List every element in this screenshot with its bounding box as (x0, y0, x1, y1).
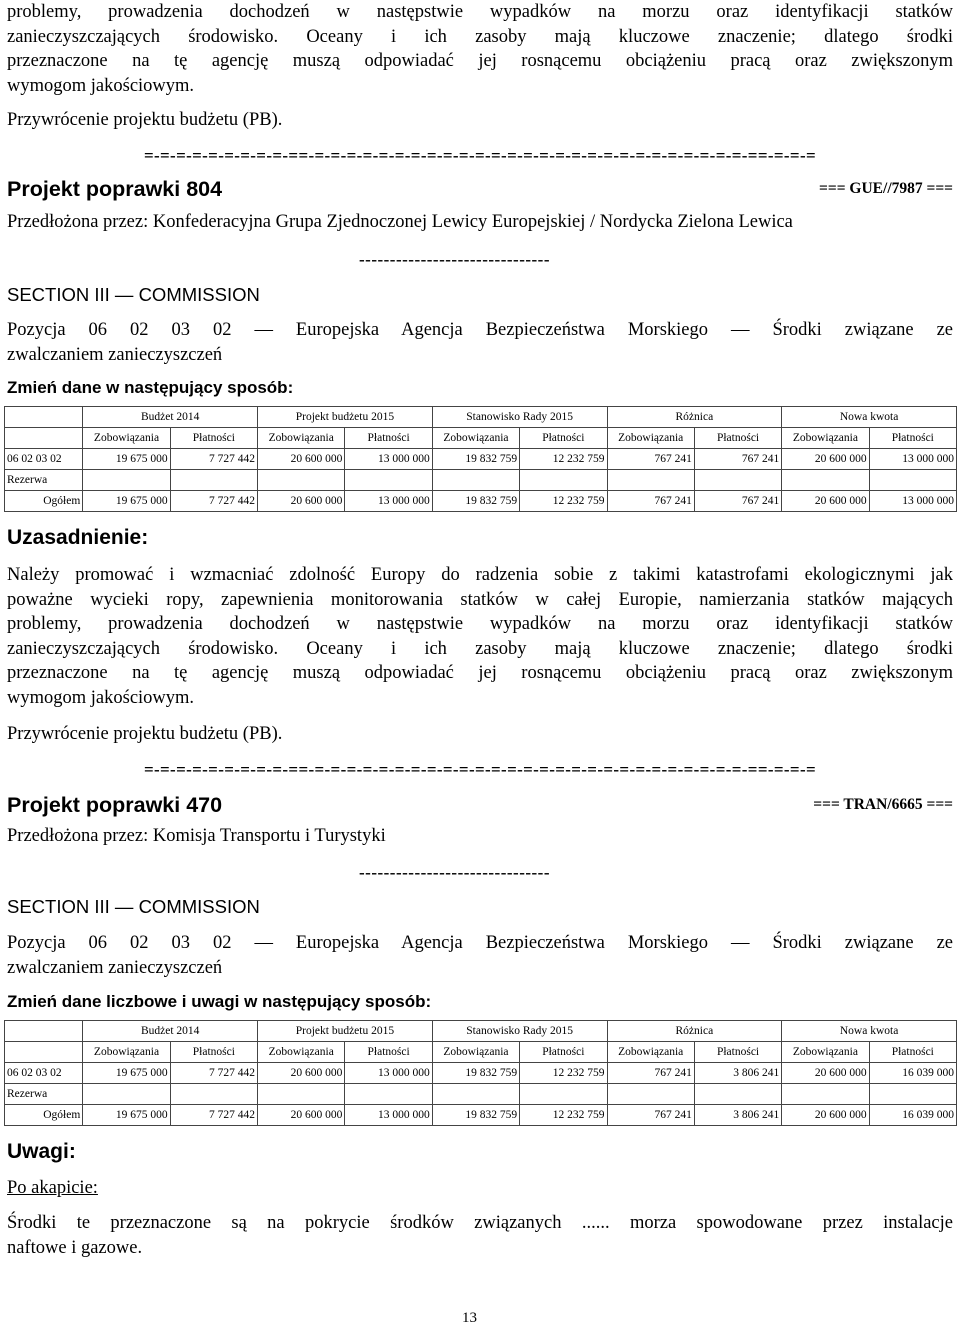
table-cell: 13 000 000 (869, 491, 956, 512)
column-header: Zobowiązania (782, 1042, 869, 1063)
section-title: SECTION III — COMMISSION (7, 896, 260, 917)
table-cell: 13 000 000 (345, 1063, 432, 1084)
paragraph-line: Środki te przeznaczone są na pokrycie środków związanych ...... morza spowodowane przez instalacje (7, 1213, 953, 1233)
page-number: 13 (462, 1310, 477, 1326)
table-cell: 19 832 759 (432, 1063, 519, 1084)
table-cell: 16 039 000 (869, 1063, 956, 1084)
column-header: Płatności (345, 1042, 432, 1063)
table-cell: 20 600 000 (782, 449, 869, 470)
table-cell: 767 241 (607, 1063, 694, 1084)
column-header: Płatności (694, 1042, 781, 1063)
budget-line-position (7, 931, 953, 980)
table-cell: 19 832 759 (432, 1105, 519, 1126)
table-cell: 767 241 (607, 491, 694, 512)
restoration-note: Przywrócenie projektu budżetu (PB). (7, 724, 283, 744)
column-header: Płatności (520, 1042, 607, 1063)
after-paragraph-label: Po akapicie: (7, 1178, 98, 1198)
paragraph-line: poważne wycieki ropy, zapewnienia monitorowania statków w całej Europie, namierzania statków mających (7, 589, 953, 610)
amendment-code: === TRAN/6665 === (813, 796, 953, 813)
column-group-header: Budżet 2014 (83, 407, 258, 428)
table-cell: 13 000 000 (345, 491, 432, 512)
row-label: Rezerwa (5, 1084, 83, 1105)
column-header: Zobowiązania (258, 1042, 345, 1063)
column-header: Płatności (170, 428, 257, 449)
table-cell: 19 832 759 (432, 449, 519, 470)
paragraph-line: zanieczyszczających środowisko. Oceany i ich zasoby mają kluczowe znaczenie; dlatego środki (7, 638, 953, 659)
submitted-by: Przedłożona przez: Komisja Transportu i Turystyki (7, 826, 386, 846)
table-cell: 7 727 442 (170, 1105, 257, 1126)
intro-paragraph (7, 0, 953, 98)
table-cell: 20 600 000 (258, 1063, 345, 1084)
position-line: zwalczaniem zanieczyszczeń (7, 957, 223, 978)
table-cell: 767 241 (607, 449, 694, 470)
table-cell: 20 600 000 (258, 1105, 345, 1126)
row-label: Ogółem (5, 1105, 83, 1126)
table-cell: 20 600 000 (258, 449, 345, 470)
column-group-header: Różnica (607, 407, 782, 428)
budget-table (4, 406, 957, 512)
column-header: Płatności (694, 428, 781, 449)
table-cell: 13 000 000 (345, 449, 432, 470)
row-label: Ogółem (5, 491, 83, 512)
table-cell: 7 727 442 (170, 449, 257, 470)
change-instruction: Zmień dane liczbowe i uwagi w następujący sposób: (7, 992, 432, 1011)
column-group-header: Projekt budżetu 2015 (258, 1021, 433, 1042)
table-row (5, 1063, 957, 1084)
paragraph-line: Należy promować i wzmacniać zdolność Europy do radzenia sobie z takimi katastrofami ekologicznymi jak (7, 565, 953, 585)
paragraph-line: zanieczyszczających środowisko. Oceany i ich zasoby mają kluczowe znaczenie; dlatego środki (7, 26, 953, 47)
paragraph-line: wymogom jakościowym. (7, 687, 195, 708)
amendment-header (7, 172, 953, 202)
column-header: Płatności (869, 1042, 956, 1063)
column-group-header: Stanowisko Rady 2015 (432, 407, 607, 428)
row-label: 06 02 03 02 (5, 449, 83, 470)
table-cell: 12 232 759 (520, 1105, 607, 1126)
column-group-header: Projekt budżetu 2015 (258, 407, 433, 428)
table-row (5, 1084, 957, 1105)
paragraph-line: problemy, prowadzenia dochodzeń w następstwie wypadków na morzu oraz identyfikacji statków (7, 614, 953, 634)
column-group-header: Budżet 2014 (83, 1021, 258, 1042)
amendment-title: Projekt poprawki 804 (7, 177, 223, 201)
column-header: Zobowiązania (607, 428, 694, 449)
separator-line: =-=-=-=-=-=-=-=-=-==-=-=-=-=-=-=-=-=-=-=-=-=-=-=-=-=-=-=-=-=-=-=-=-=-=-=-=-==-=-=-= (143, 760, 817, 779)
amendment-title: Projekt poprawki 470 (7, 793, 223, 817)
table-cell: 7 727 442 (170, 491, 257, 512)
column-group-header: Różnica (607, 1021, 782, 1042)
table-cell: 19 832 759 (432, 491, 519, 512)
table-cell: 19 675 000 (83, 491, 170, 512)
paragraph-line: przeznaczone na tę agencję muszą odpowiadać jej rosnącemu obciążeniu pracą oraz zwiększonym (7, 663, 953, 683)
table-row (5, 470, 957, 491)
column-header: Zobowiązania (432, 428, 519, 449)
table-cell: 12 232 759 (520, 449, 607, 470)
column-header: Płatności (869, 428, 956, 449)
change-instruction: Zmień dane w następujący sposób: (7, 378, 294, 397)
table-cell: 20 600 000 (782, 1105, 869, 1126)
column-group-header: Stanowisko Rady 2015 (432, 1021, 607, 1042)
row-label: Rezerwa (5, 470, 83, 491)
column-header: Zobowiązania (782, 428, 869, 449)
column-header: Płatności (345, 428, 432, 449)
table-cell: 12 232 759 (520, 1063, 607, 1084)
restoration-note: Przywrócenie projektu budżetu (PB). (7, 110, 283, 130)
table-cell: 7 727 442 (170, 1063, 257, 1084)
table-total-row (5, 1105, 957, 1126)
table-cell: 767 241 (694, 449, 781, 470)
table-cell: 13 000 000 (345, 1105, 432, 1126)
table-cell: 20 600 000 (782, 491, 869, 512)
amendment-code: === GUE//7987 === (819, 180, 953, 197)
table-cell: 20 600 000 (782, 1063, 869, 1084)
table-cell: 13 000 000 (869, 449, 956, 470)
table-cell: 12 232 759 (520, 491, 607, 512)
table-cell: 19 675 000 (83, 1063, 170, 1084)
column-group-header: Nowa kwota (782, 407, 957, 428)
justification-paragraph (7, 563, 953, 710)
column-header: Zobowiązania (607, 1042, 694, 1063)
paragraph-line: wymogom jakościowym. (7, 75, 195, 96)
position-line: zwalczaniem zanieczyszczeń (7, 344, 223, 365)
column-header: Zobowiązania (83, 428, 170, 449)
column-header: Zobowiązania (258, 428, 345, 449)
table-group-header-row (5, 407, 957, 428)
dash-separator: ------------------------------- (359, 250, 550, 269)
paragraph-line: naftowe i gazowe. (7, 1237, 143, 1258)
paragraph-line: problemy, prowadzenia dochodzeń w następstwie wypadków na morzu oraz identyfikacji statków (7, 2, 953, 22)
position-line: Pozycja 06 02 03 02 — Europejska Agencja Bezpieczeństwa Morskiego — Środki związane ze (7, 320, 953, 340)
table-cell: 767 241 (607, 1105, 694, 1126)
separator-line: =-=-=-=-=-=-=-=-=-==-=-=-=-=-=-=-=-=-=-=-=-=-=-=-=-=-=-=-=-=-=-=-=-=-=-=-=-==-=-=-= (143, 146, 817, 165)
table-cell: 19 675 000 (83, 449, 170, 470)
table-cell: 3 806 241 (694, 1105, 781, 1126)
table-cell: 767 241 (694, 491, 781, 512)
table-subheader-row (5, 1042, 957, 1063)
row-label: 06 02 03 02 (5, 1063, 83, 1084)
column-group-header: Nowa kwota (782, 1021, 957, 1042)
budget-line-position (7, 318, 953, 367)
table-subheader-row (5, 428, 957, 449)
column-header: Zobowiązania (83, 1042, 170, 1063)
submitted-by: Przedłożona przez: Konfederacyjna Grupa Zjednoczonej Lewicy Europejskiej / Nordycka Zielona Lewica (7, 212, 793, 232)
table-group-header-row (5, 1021, 957, 1042)
table-cell: 19 675 000 (83, 1105, 170, 1126)
amendment-header (7, 788, 953, 818)
column-header: Płatności (520, 428, 607, 449)
table-row (5, 449, 957, 470)
position-line: Pozycja 06 02 03 02 — Europejska Agencja Bezpieczeństwa Morskiego — Środki związane ze (7, 933, 953, 953)
paragraph-line: przeznaczone na tę agencję muszą odpowiadać jej rosnącemu obciążeniu pracą oraz zwiększonym (7, 51, 953, 71)
table-cell: 3 806 241 (694, 1063, 781, 1084)
budget-table (4, 1020, 957, 1126)
table-cell: 20 600 000 (258, 491, 345, 512)
column-header: Zobowiązania (432, 1042, 519, 1063)
table-total-row (5, 491, 957, 512)
section-title: SECTION III — COMMISSION (7, 284, 260, 305)
table-cell: 16 039 000 (869, 1105, 956, 1126)
remarks-paragraph (7, 1211, 953, 1260)
dash-separator: ------------------------------- (359, 863, 550, 882)
remarks-heading: Uwagi: (7, 1140, 76, 1163)
column-header: Płatności (170, 1042, 257, 1063)
justification-heading: Uzasadnienie: (7, 526, 149, 549)
